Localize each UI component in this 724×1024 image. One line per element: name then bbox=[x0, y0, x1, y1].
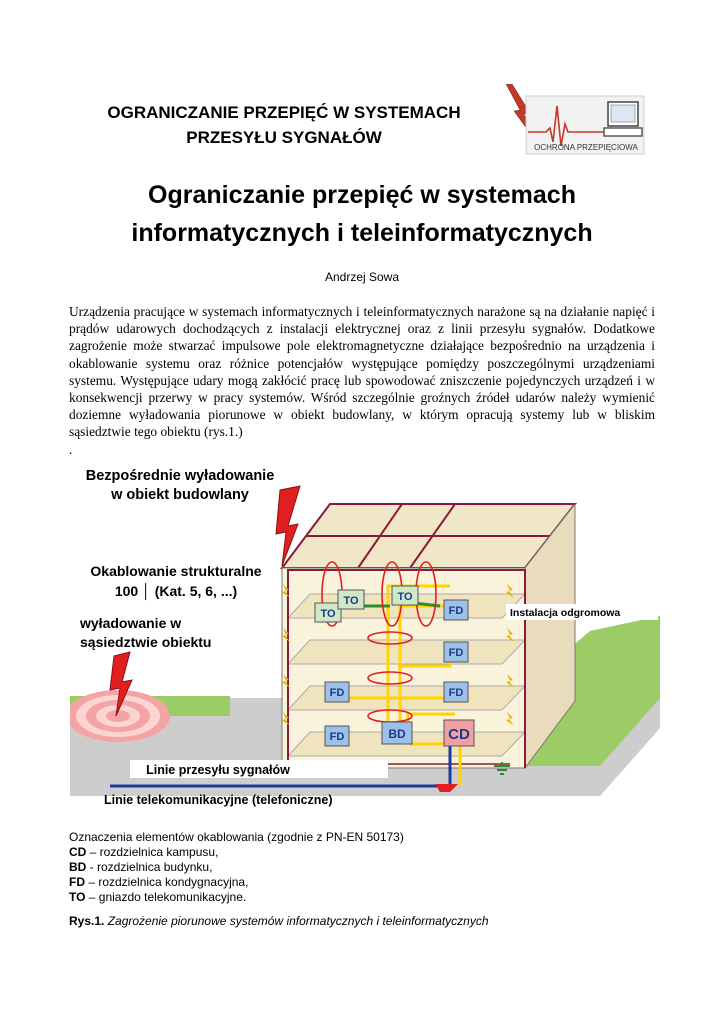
legend-abbr-fd: FD bbox=[69, 875, 85, 889]
label-direct-strike-2: w obiekt budowlany bbox=[111, 487, 249, 503]
label-telecom-lines: Linie telekomunikacyjne (telefoniczne) bbox=[104, 793, 333, 807]
label-nearby-strike-2: sąsiedztwie obiektu bbox=[80, 634, 212, 650]
legend-abbr-cd: CD bbox=[69, 845, 87, 859]
svg-text:FD: FD bbox=[448, 687, 464, 699]
document-header bbox=[0, 100, 568, 150]
legend-desc-bd: - rozdzielnica budynku, bbox=[86, 860, 213, 874]
abbreviation-legend bbox=[69, 830, 404, 905]
to-box-2 bbox=[338, 590, 364, 609]
surge-protection-logo bbox=[506, 84, 646, 166]
label-lightning-installation: Instalacja odgromowa bbox=[510, 607, 621, 619]
legend-desc-fd: – rozdzielnica kondygnacyjna, bbox=[85, 875, 249, 889]
fd-box-floor4 bbox=[444, 600, 468, 620]
lightning-threat-figure bbox=[70, 466, 660, 812]
legend-heading: Oznaczenia elementów okablowania (zgodnie z PN-EN 50173) bbox=[69, 830, 404, 844]
svg-text:CD: CD bbox=[448, 726, 470, 743]
label-direct-strike-1: Bezpośrednie wyładowanie bbox=[85, 468, 275, 484]
svg-text:TO: TO bbox=[343, 595, 359, 607]
caption-label: Rys.1. bbox=[69, 914, 105, 928]
article-title-line1: Ograniczanie przepięć w systemach bbox=[148, 181, 576, 209]
legend-item-to bbox=[69, 890, 404, 905]
svg-text:TO: TO bbox=[397, 591, 413, 603]
caption-text: Zagrożenie piorunowe systemów informatycznych i teleinformatycznych bbox=[104, 914, 489, 928]
fd-box-floor1 bbox=[325, 726, 349, 746]
legend-desc-to: – gniazdo telekomunikacyjne. bbox=[85, 890, 247, 904]
label-nearby-strike-1: wyładowanie w bbox=[80, 615, 182, 631]
label-cabling-1: Okablowanie strukturalne bbox=[90, 563, 262, 579]
logo-text: OCHRONA PRZEPIĘCIOWA bbox=[534, 143, 638, 152]
fd-box-floor2-right bbox=[444, 682, 468, 702]
paragraph-text: Urządzenia pracujące w systemach informatycznych i teleinformatycznych narażone są na działanie napięć i prądów udarowych dochodzących z instalacji elektrycznej oraz z linii przesyłu sygnałów. Dodatkowe zagrożenie może stwarzać impulsowe pole elektromagnetyczne działające bezpośrednio na urządzenia i okablowanie systemu oraz różnice potencjałów występujące pomiędzy poszczególnymi urządzeniami systemu. Występujące udary mogą zakłócić pracę lub spowodować zniszczenie pojedynczych urządzeń i w konsekwencji przerwy w pracy systemów. Wśród szczególnie groźnych źródeł udarów należy wymienić doziemne wyładowania piorunowe w obiekt budowlany, w którym opracują systemy lub w bliskim sąsiedztwie tego obiektu (rys.1.) bbox=[69, 304, 655, 440]
svg-text:FD: FD bbox=[448, 605, 464, 617]
legend-desc-cd: – rozdzielnica kampusu, bbox=[86, 845, 219, 859]
article-title-line2: informatycznych i teleinformatycznych bbox=[131, 219, 593, 247]
to-box-1 bbox=[315, 603, 341, 622]
legend-abbr-to: TO bbox=[69, 890, 86, 904]
svg-text:BD: BD bbox=[388, 727, 406, 741]
svg-text:FD: FD bbox=[329, 687, 345, 699]
intro-paragraph bbox=[69, 303, 655, 458]
paragraph-dot: . bbox=[69, 441, 73, 457]
fd-box-floor2-left bbox=[325, 682, 349, 702]
legend-abbr-bd: BD bbox=[69, 860, 87, 874]
bd-box bbox=[382, 722, 412, 744]
svg-text:TO: TO bbox=[320, 608, 336, 620]
header-title-line2: PRZESYŁU SYGNAŁÓW bbox=[186, 128, 382, 147]
label-cabling-2: 100 │ (Kat. 5, 6, ...) bbox=[114, 583, 238, 599]
figure-caption bbox=[69, 914, 489, 928]
svg-text:FD: FD bbox=[448, 647, 464, 659]
cd-box bbox=[444, 720, 474, 746]
legend-item-cd bbox=[69, 845, 404, 860]
svg-text:FD: FD bbox=[329, 731, 345, 743]
header-title-line1: OGRANICZANIE PRZEPIĘĆ W SYSTEMACH bbox=[107, 103, 461, 122]
label-signal-lines: Linie przesyłu sygnałów bbox=[146, 763, 290, 777]
author: Andrzej Sowa bbox=[324, 270, 400, 284]
to-box-3 bbox=[392, 586, 418, 605]
article-title bbox=[40, 176, 684, 252]
legend-item-bd bbox=[69, 860, 404, 875]
legend-item-fd bbox=[69, 875, 404, 890]
fd-box-floor3 bbox=[444, 642, 468, 662]
